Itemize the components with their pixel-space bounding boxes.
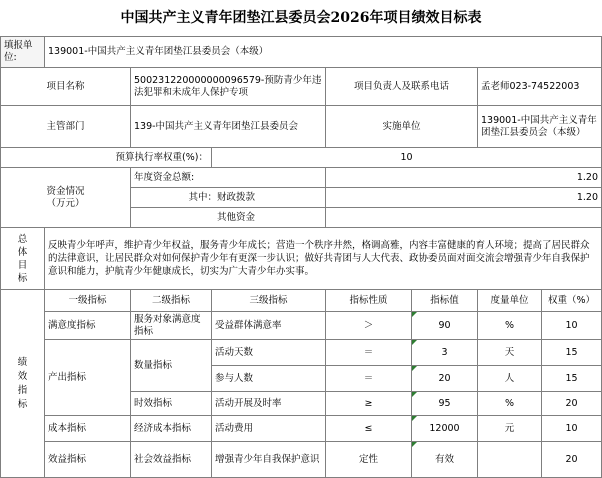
row1-weight: 15 — [542, 340, 602, 366]
row1-value: 3 — [412, 340, 478, 366]
header-nature: 指标性质 — [326, 290, 412, 312]
project-owner-value: 孟老师023-74522003 — [478, 68, 602, 106]
other-funds-value — [326, 208, 602, 228]
header-level3: 三级指标 — [212, 290, 326, 312]
budget-weight-value: 10 — [212, 148, 602, 168]
row3-level2: 时效指标 — [131, 392, 212, 416]
row5-level2: 社会效益指标 — [131, 442, 212, 478]
row5-weight: 20 — [542, 442, 602, 478]
row2-level3: 参与人数 — [212, 366, 326, 392]
row0-level3: 受益群体满意率 — [212, 312, 326, 340]
row4-nature: ≤ — [326, 416, 412, 442]
row2-nature: ＝ — [326, 366, 412, 392]
row4-value: 12000 — [412, 416, 478, 442]
row2-unit: 人 — [478, 366, 542, 392]
perf-indicators-label: 绩效指标 — [1, 290, 45, 478]
impl-unit-value: 139001-中国共产主义青年团垫江县委员会（本级） — [478, 106, 602, 148]
annual-funds-label: 年度资金总额: — [131, 168, 326, 188]
row5-level3: 增强青少年自我保护意识 — [212, 442, 326, 478]
supervisor-label: 主管部门 — [1, 106, 131, 148]
row3-weight: 20 — [542, 392, 602, 416]
overall-goal-text: 反映青少年呼声，维护青少年权益，服务青少年成长；营造一个秩序井然，格调高雅，内容丰富健康的育人环境；提高了居民群众的法律意识，让居民群众对如何保护青少年有更深一步认识；做好共青团与人大代表、政协委员面对面交流会增强青少年自我保护意识和能力，护航青少年健康成长，切实为广大青少年办实事。 — [45, 228, 602, 290]
header-level1: 一级指标 — [45, 290, 131, 312]
row4-level2: 经济成本指标 — [131, 416, 212, 442]
annual-funds-value: 1.20 — [326, 168, 602, 188]
row1-level1: 产出指标 — [45, 340, 131, 416]
row1-nature: ＝ — [326, 340, 412, 366]
header-weight: 权重（%） — [542, 290, 602, 312]
row3-level3: 活动开展及时率 — [212, 392, 326, 416]
row5-nature: 定性 — [326, 442, 412, 478]
fiscal-funds-label: 其中：财政拨款 — [131, 188, 326, 208]
row0-nature: ＞ — [326, 312, 412, 340]
row1-level3: 活动天数 — [212, 340, 326, 366]
header-value: 指标值 — [412, 290, 478, 312]
funds-label: 资金情况 （万元） — [1, 168, 131, 228]
row3-value: 95 — [412, 392, 478, 416]
fill-unit-label: 填报单位: — [1, 37, 45, 68]
project-name-value: 500231220000000096579-预防青少年违法犯罪和未成年人保护专项 — [131, 68, 326, 106]
project-name-label: 项目名称 — [1, 68, 131, 106]
row0-unit: % — [478, 312, 542, 340]
budget-weight-label: 预算执行率权重(%)： — [1, 148, 212, 168]
row5-level1: 效益指标 — [45, 442, 131, 478]
row4-level3: 活动费用 — [212, 416, 326, 442]
row4-weight: 10 — [542, 416, 602, 442]
row5-value: 有效 — [412, 442, 478, 478]
row0-weight: 10 — [542, 312, 602, 340]
row2-weight: 15 — [542, 366, 602, 392]
header-unit: 度量单位 — [478, 290, 542, 312]
row2-value: 20 — [412, 366, 478, 392]
row4-unit: 元 — [478, 416, 542, 442]
row0-level2: 服务对象满意度指标 — [131, 312, 212, 340]
supervisor-value: 139-中国共产主义青年团垫江县委员会 — [131, 106, 326, 148]
fiscal-funds-value: 1.20 — [326, 188, 602, 208]
row4-level1: 成本指标 — [45, 416, 131, 442]
row3-nature: ≥ — [326, 392, 412, 416]
other-funds-label: 其他资金 — [131, 208, 326, 228]
header-level2: 二级指标 — [131, 290, 212, 312]
page-title: 中国共产主义青年团垫江县委员会2026年项目绩效目标表 — [120, 10, 482, 26]
row5-unit — [478, 442, 542, 478]
impl-unit-label: 实施单位 — [326, 106, 478, 148]
project-owner-label: 项目负责人及联系电话 — [326, 68, 478, 106]
fill-unit-value: 139001-中国共产主义青年团垫江县委员会（本级） — [45, 37, 602, 68]
row1-unit: 天 — [478, 340, 542, 366]
row0-level1: 满意度指标 — [45, 312, 131, 340]
overall-goal-label: 总体目标 — [1, 228, 45, 290]
row3-unit: % — [478, 392, 542, 416]
row0-value: 90 — [412, 312, 478, 340]
row1-level2: 数量指标 — [131, 340, 212, 392]
